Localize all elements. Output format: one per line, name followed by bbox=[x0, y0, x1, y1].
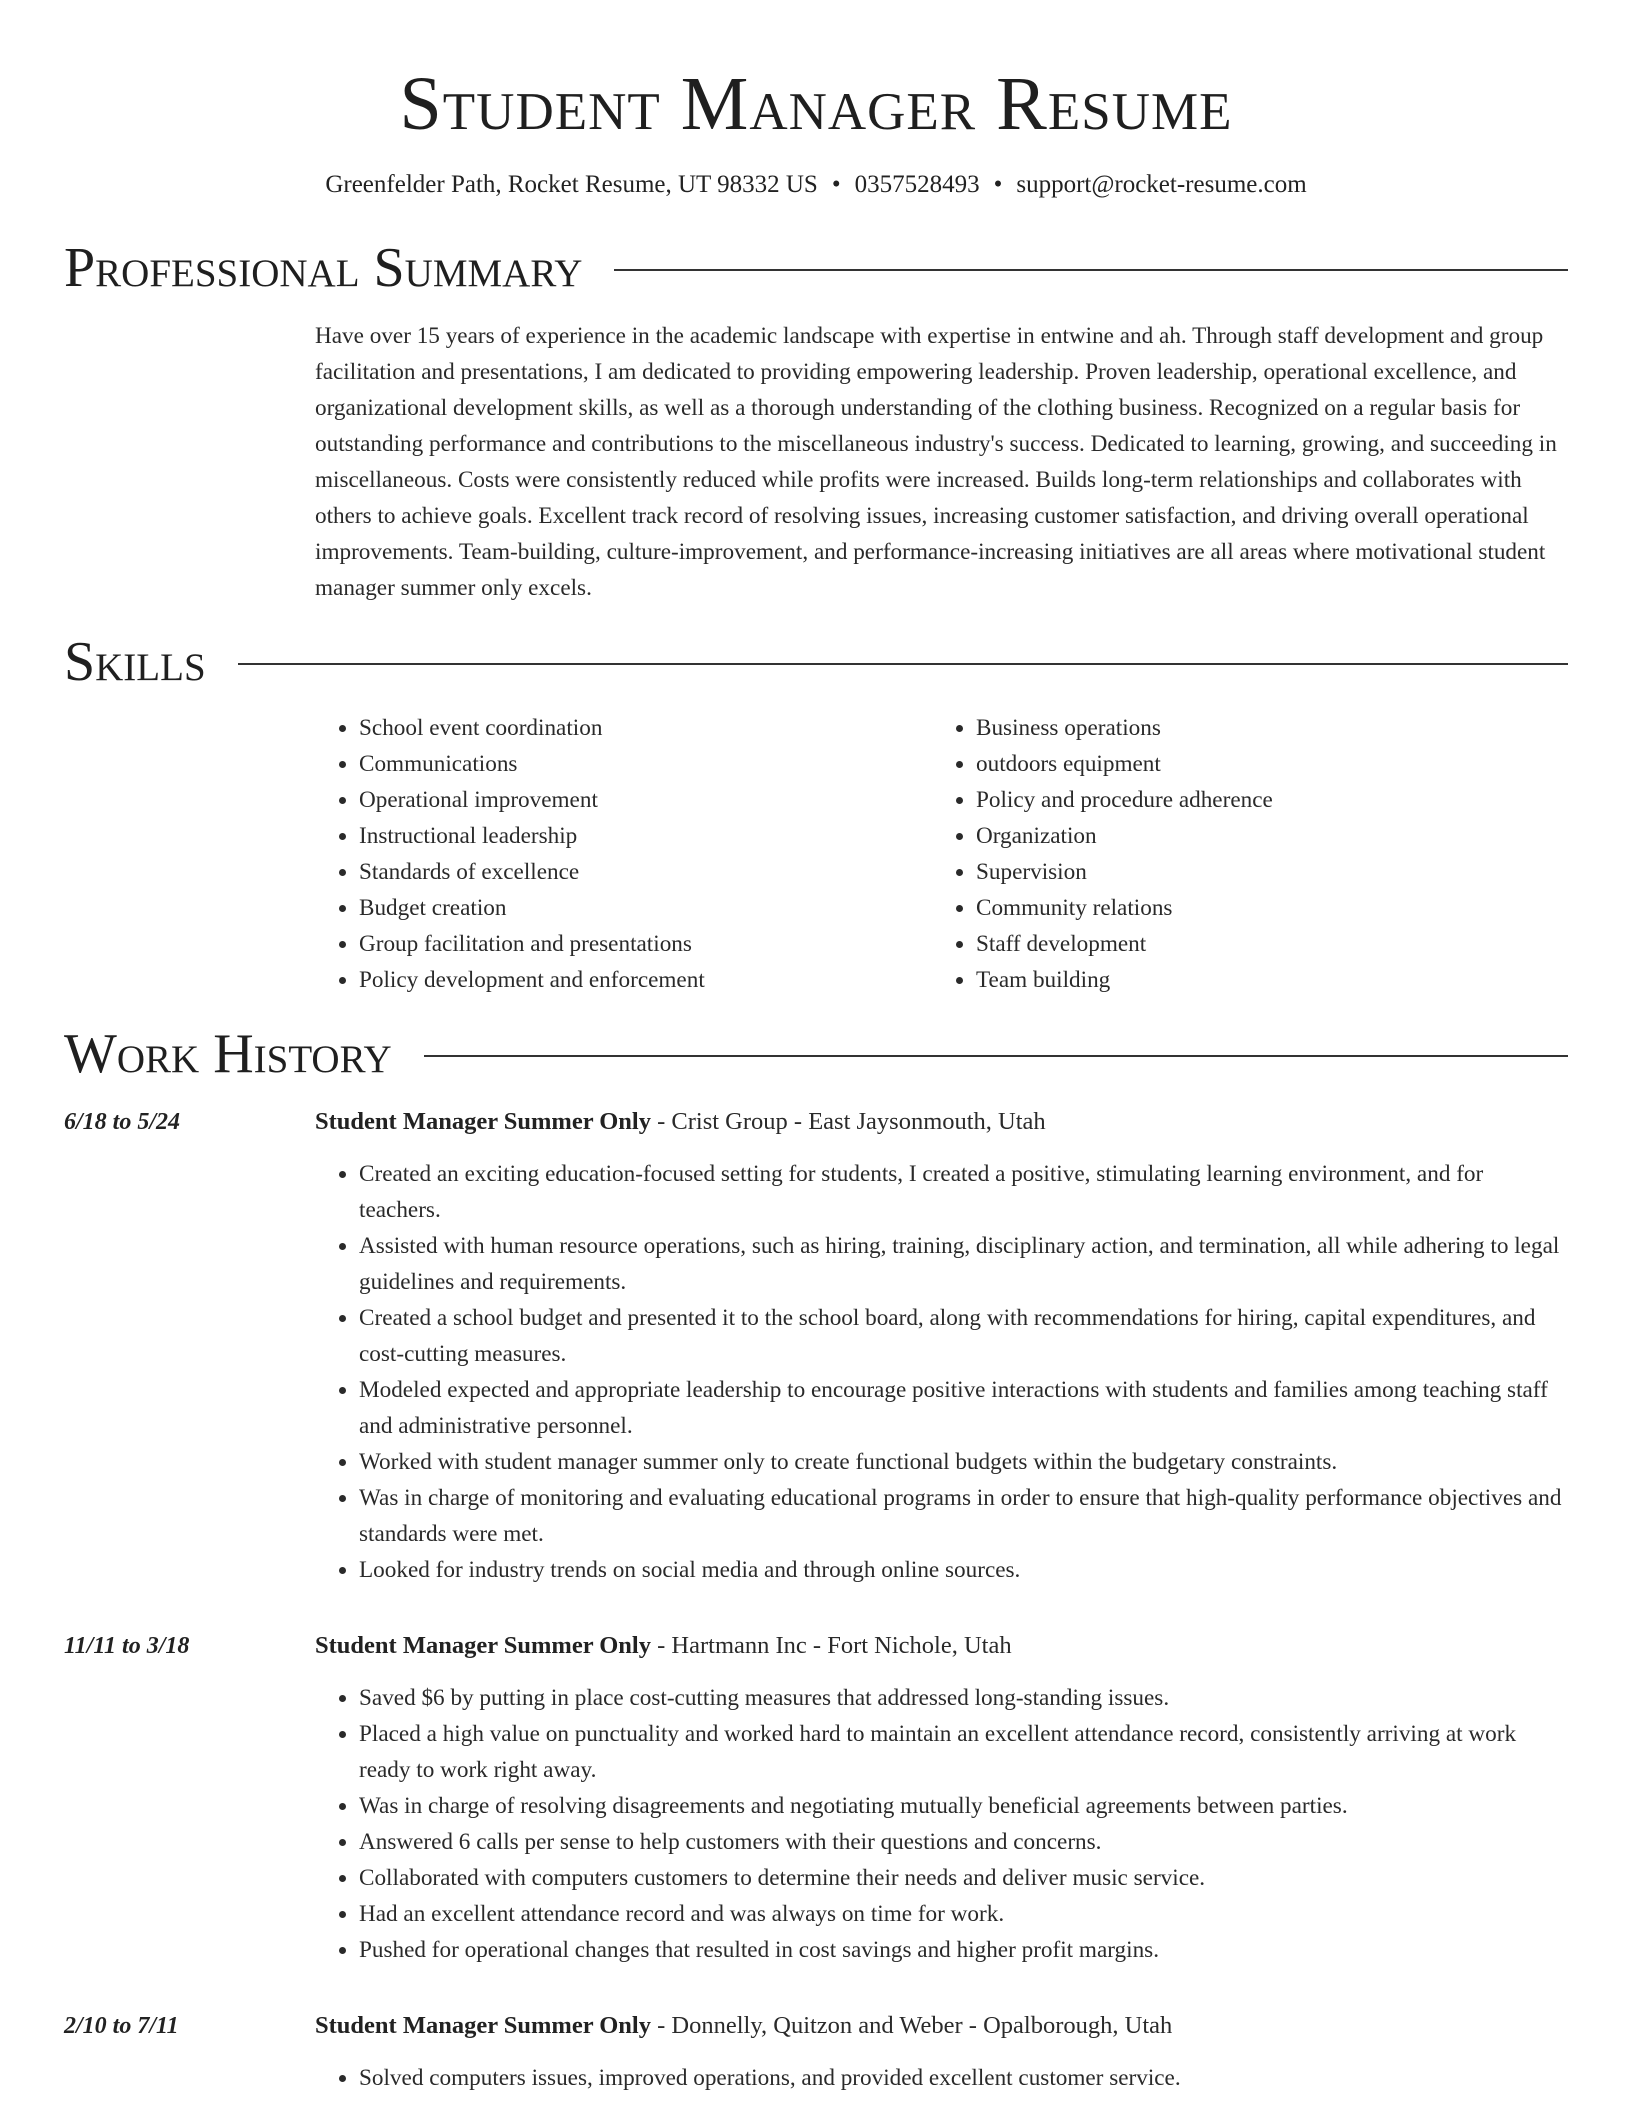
job-details: - Hartmann Inc - Fort Nichole, Utah bbox=[651, 1632, 1012, 1659]
job-bullets bbox=[315, 1156, 1568, 1588]
job-details: - Donnelly, Quitzon and Weber - Opalborough, Utah bbox=[651, 2012, 1173, 2039]
skills-heading: Skills bbox=[64, 631, 206, 693]
job-bullet: • Created an exciting education-focused setting for students, I created a positive, stimulating learning environment, and for teachers. bbox=[359, 1156, 1568, 1228]
skill-item: • Budget creation bbox=[359, 890, 932, 926]
contact-line bbox=[64, 168, 1568, 202]
skill-item: • Policy development and enforcement bbox=[359, 962, 932, 998]
job-bullet: • Had an excellent attendance record and was always on time for work. bbox=[359, 1896, 1568, 1932]
job-entry bbox=[64, 2008, 1568, 2096]
job-bullet: • Pushed for operational changes that resulted in cost savings and higher profit margins. bbox=[359, 1932, 1568, 1968]
job-bullet: • Solved computers issues, improved operations, and provided excellent customer service. bbox=[359, 2060, 1568, 2096]
contact-address: Greenfelder Path, Rocket Resume, UT 98332 US bbox=[325, 171, 818, 198]
job-bullet: • Saved $6 by putting in place cost-cutting measures that addressed long-standing issues. bbox=[359, 1680, 1568, 1716]
job-body bbox=[315, 2008, 1568, 2096]
job-bullet: • Answered 6 calls per sense to help customers with their questions and concerns. bbox=[359, 1824, 1568, 1860]
skills-column-right bbox=[932, 710, 1549, 998]
skill-item: • Standards of excellence bbox=[359, 854, 932, 890]
job-entry bbox=[64, 1104, 1568, 1588]
section-divider bbox=[424, 1055, 1568, 1057]
skill-item: • outdoors equipment bbox=[976, 746, 1549, 782]
job-body bbox=[315, 1628, 1568, 1968]
skill-item: • Staff development bbox=[976, 926, 1549, 962]
summary-text: Have over 15 years of experience in the academic landscape with expertise in entwine and ah. Through staff development and group facilitation and presentations, I am dedicated to providing empowering leadership. Proven leadership, operational excellence, and organizational development skills, as well as a thorough understanding of the clothing business. Recognized on a regular basis for outstanding performance and contributions to the miscellaneous industry's success. Dedicated to learning, growing, and succeeding in miscellaneous. Costs were consistently reduced while profits were increased. Builds long-term relationships and collaborates with others to achieve goals. Excellent track record of resolving issues, increasing customer satisfaction, and driving overall operational improvements. Team-building, culture-improvement, and performance-increasing initiatives are all areas where motivational student manager summer only excels. bbox=[315, 323, 1557, 601]
skill-item: • School event coordination bbox=[359, 710, 932, 746]
job-role: Student Manager Summer Only bbox=[315, 2012, 651, 2039]
job-bullet: • Collaborated with computers customers to determine their needs and deliver music service. bbox=[359, 1860, 1568, 1896]
job-bullets bbox=[315, 2060, 1568, 2096]
work-section-header bbox=[64, 1022, 1568, 1086]
skills-section-header bbox=[64, 630, 1568, 694]
job-bullet: • Created a school budget and presented it to the school board, along with recommendations for hiring, capital expenditures, and cost-cutting measures. bbox=[359, 1300, 1568, 1372]
job-entry bbox=[64, 1628, 1568, 1968]
skill-item: • Instructional leadership bbox=[359, 818, 932, 854]
resume-page bbox=[64, 0, 1568, 2096]
contact-separator: • bbox=[993, 171, 1003, 198]
skill-item: • Team building bbox=[976, 962, 1549, 998]
job-dates: 6/18 to 5/24 bbox=[64, 1109, 181, 1135]
summary-section-header bbox=[64, 236, 1568, 300]
skill-item: • Operational improvement bbox=[359, 782, 932, 818]
job-bullet: • Looked for industry trends on social media and through online sources. bbox=[359, 1552, 1568, 1588]
job-details: - Crist Group - East Jaysonmouth, Utah bbox=[651, 1108, 1046, 1135]
job-dates: 11/11 to 3/18 bbox=[64, 1633, 190, 1659]
resume-title: Student Manager Resume bbox=[399, 62, 1233, 146]
job-dates: 2/10 to 7/11 bbox=[64, 2013, 179, 2039]
job-headline bbox=[315, 1628, 1568, 1664]
job-bullet: • Placed a high value on punctuality and worked hard to maintain an excellent attendance record, consistently arriving at work ready to work right away. bbox=[359, 1716, 1568, 1788]
skill-item: • Group facilitation and presentations bbox=[359, 926, 932, 962]
job-bullet: • Was in charge of resolving disagreements and negotiating mutually beneficial agreements between parties. bbox=[359, 1788, 1568, 1824]
contact-phone: 0357528493 bbox=[854, 171, 980, 198]
contact-email: support@rocket-resume.com bbox=[1016, 171, 1307, 198]
skill-item: • Policy and procedure adherence bbox=[976, 782, 1549, 818]
section-divider bbox=[614, 269, 1568, 271]
section-divider bbox=[238, 663, 1568, 665]
skills-column-left bbox=[315, 710, 932, 998]
skill-item: • Supervision bbox=[976, 854, 1549, 890]
work-heading: Work History bbox=[64, 1023, 392, 1085]
job-bullet: • Was in charge of monitoring and evaluating educational programs in order to ensure that high-quality performance objectives and standards were met. bbox=[359, 1480, 1568, 1552]
job-bullet: • Assisted with human resource operations, such as hiring, training, disciplinary action, and termination, all while adhering to legal guidelines and requirements. bbox=[359, 1228, 1568, 1300]
skill-item: • Community relations bbox=[976, 890, 1549, 926]
skill-item: • Business operations bbox=[976, 710, 1549, 746]
contact-separator: • bbox=[831, 171, 841, 198]
summary-heading: Professional Summary bbox=[64, 237, 583, 299]
job-body bbox=[315, 1104, 1568, 1588]
job-headline bbox=[315, 1104, 1568, 1140]
job-role: Student Manager Summer Only bbox=[315, 1108, 651, 1135]
skill-item: • Communications bbox=[359, 746, 932, 782]
job-bullet: • Worked with student manager summer only to create functional budgets within the budgetary constraints. bbox=[359, 1444, 1568, 1480]
job-bullet: • Modeled expected and appropriate leadership to encourage positive interactions with students and families among teaching staff and administrative personnel. bbox=[359, 1372, 1568, 1444]
job-bullets bbox=[315, 1680, 1568, 1968]
job-headline bbox=[315, 2008, 1568, 2044]
skill-item: • Organization bbox=[976, 818, 1549, 854]
job-role: Student Manager Summer Only bbox=[315, 1632, 651, 1659]
skills-list bbox=[315, 710, 1568, 998]
